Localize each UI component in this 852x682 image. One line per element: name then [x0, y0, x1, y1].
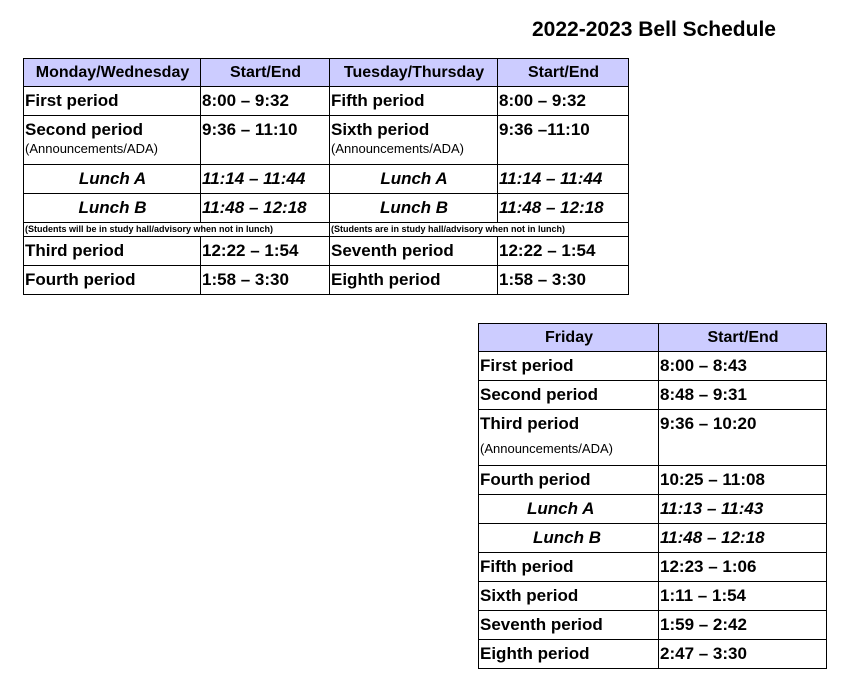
time-cell: 12:22 – 1:54 [498, 237, 629, 266]
period-note: (Announcements/ADA) [331, 141, 464, 156]
period-cell: Fourth period [479, 466, 659, 495]
time-cell: 11:48 – 12:18 [659, 524, 827, 553]
time-cell: 9:36 – 10:20 [659, 410, 827, 466]
period-cell: Lunch B [24, 194, 201, 223]
table-row [479, 381, 827, 410]
period-cell: Third period [24, 237, 201, 266]
time-cell: 8:48 – 9:31 [659, 381, 827, 410]
header-start-end: Start/End [659, 324, 827, 352]
period-name: Second period [25, 120, 144, 139]
time-cell: 9:36 – 11:10 [201, 116, 330, 165]
period-note: (Announcements/ADA) [480, 441, 613, 456]
table-row [479, 410, 827, 466]
page-title: 2022-2023 Bell Schedule [532, 18, 776, 41]
table-row [479, 553, 827, 582]
time-cell: 2:47 – 3:30 [659, 640, 827, 669]
period-cell [330, 116, 498, 165]
time-cell: 1:58 – 3:30 [498, 266, 629, 295]
friday-schedule-table [478, 323, 827, 669]
table-row [479, 466, 827, 495]
period-note: (Announcements/ADA) [25, 141, 158, 156]
table-row [24, 266, 629, 295]
table-row [479, 611, 827, 640]
period-cell: Eighth period [330, 266, 498, 295]
period-cell: First period [479, 352, 659, 381]
time-cell: 1:59 – 2:42 [659, 611, 827, 640]
period-name: Third period [480, 414, 580, 433]
time-cell: 12:22 – 1:54 [201, 237, 330, 266]
time-cell: 12:23 – 1:06 [659, 553, 827, 582]
table-row [24, 165, 629, 194]
table-row [479, 352, 827, 381]
header-monday-wednesday: Monday/Wednesday [24, 59, 201, 87]
period-cell: Lunch A [24, 165, 201, 194]
period-cell: Second period [479, 381, 659, 410]
lunch-note: (Students are in study hall/advisory when not in lunch) [330, 223, 629, 237]
time-cell: 11:14 – 11:44 [201, 165, 330, 194]
time-cell: 8:00 – 8:43 [659, 352, 827, 381]
time-cell: 11:48 – 12:18 [498, 194, 629, 223]
header-tuesday-thursday: Tuesday/Thursday [330, 59, 498, 87]
header-friday: Friday [479, 324, 659, 352]
period-cell: Seventh period [479, 611, 659, 640]
period-cell: Lunch B [479, 524, 659, 553]
period-cell: Lunch A [330, 165, 498, 194]
time-cell: 1:58 – 3:30 [201, 266, 330, 295]
table-row [479, 640, 827, 669]
period-cell [479, 410, 659, 466]
table-row [24, 194, 629, 223]
period-cell: Fifth period [330, 87, 498, 116]
time-cell: 1:11 – 1:54 [659, 582, 827, 611]
period-name: Sixth period [331, 120, 430, 139]
period-cell [24, 87, 201, 116]
header-start-end: Start/End [498, 59, 629, 87]
time-cell: 11:13 – 11:43 [659, 495, 827, 524]
table-row [479, 495, 827, 524]
period-cell [24, 116, 201, 165]
time-cell: 11:48 – 12:18 [201, 194, 330, 223]
table-row [24, 87, 629, 116]
table-row [24, 116, 629, 165]
period-cell: Sixth period [479, 582, 659, 611]
time-cell: 10:25 – 11:08 [659, 466, 827, 495]
table-header-row [24, 59, 629, 87]
period-cell: Lunch A [479, 495, 659, 524]
table-row [24, 237, 629, 266]
time-cell: 8:00 – 9:32 [498, 87, 629, 116]
mon-wed-tue-thu-schedule-table [23, 58, 629, 295]
period-cell: Seventh period [330, 237, 498, 266]
table-row [479, 582, 827, 611]
time-cell: 9:36 –11:10 [498, 116, 629, 165]
table-row [479, 524, 827, 553]
lunch-note-row [24, 223, 629, 237]
lunch-note: (Students will be in study hall/advisory when not in lunch) [24, 223, 330, 237]
period-cell: Eighth period [479, 640, 659, 669]
period-cell: Lunch B [330, 194, 498, 223]
period-cell: Fourth period [24, 266, 201, 295]
table-header-row [479, 324, 827, 352]
time-cell: 11:14 – 11:44 [498, 165, 629, 194]
period-name: First period [25, 91, 119, 110]
period-cell: Fifth period [479, 553, 659, 582]
header-start-end: Start/End [201, 59, 330, 87]
time-cell: 8:00 – 9:32 [201, 87, 330, 116]
